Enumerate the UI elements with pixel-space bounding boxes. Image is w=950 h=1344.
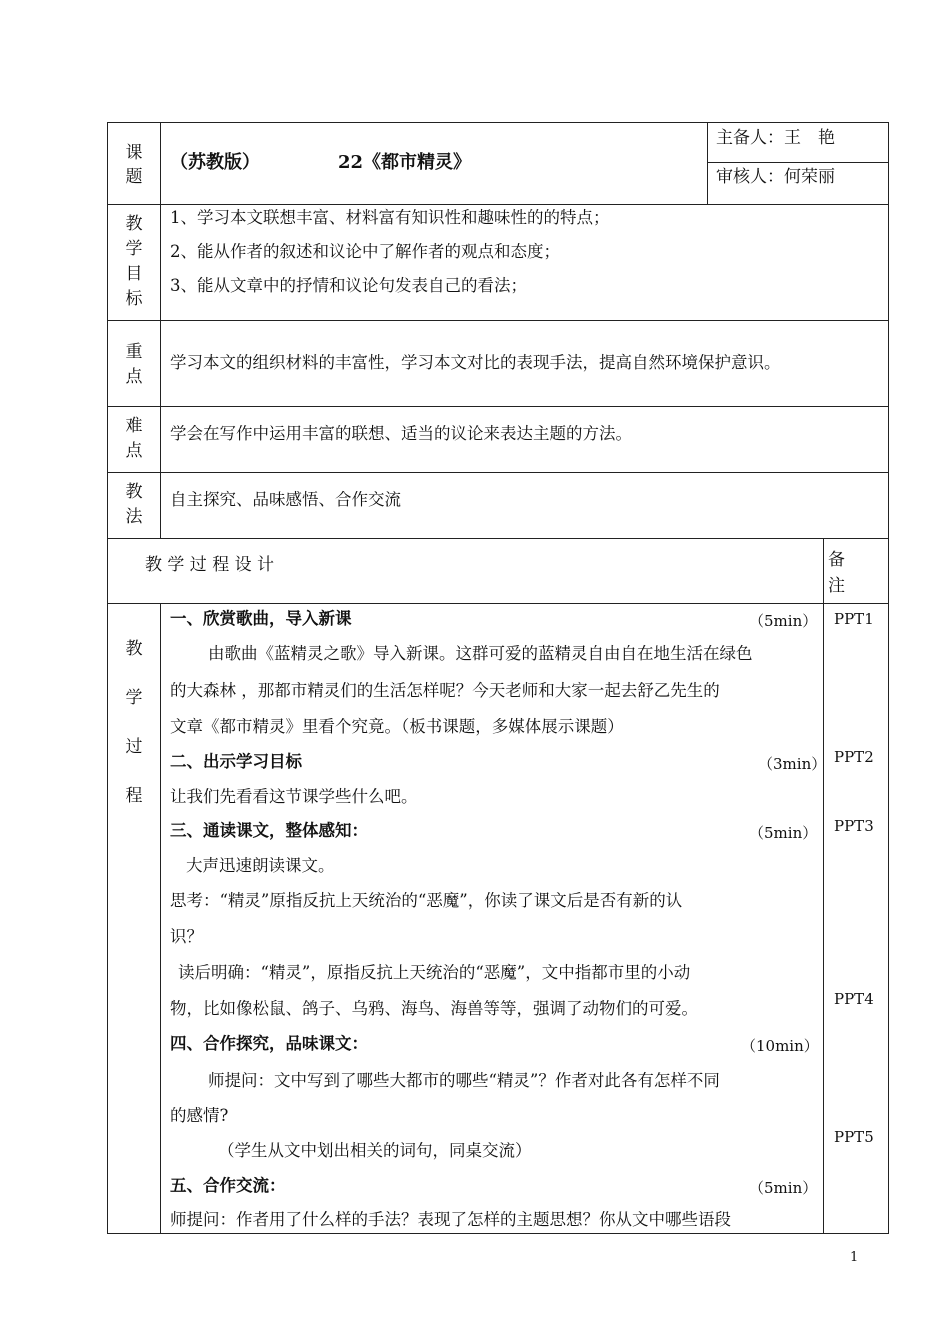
section-time: （3min） [758, 755, 827, 773]
difficulty-text: 学会在写作中运用丰富的联想、适当的议论来表达主题的方法。 [170, 424, 632, 443]
paragraph-line: 识？ [170, 927, 203, 946]
paragraph-line: 的大森林 ，那都市精灵们的生活怎样呢？今天老师和大家一起去舒乙先生的 [170, 681, 720, 700]
label-column-divider [160, 603, 161, 1234]
header-split [707, 162, 889, 163]
reviewer: 审核人：何荣丽 [716, 167, 835, 187]
section-time: （5min） [749, 1179, 818, 1197]
paragraph-line: 思考：“精灵”原指反抗上天统治的“恶魔”，你读了课文后是否有新的认 [170, 891, 683, 910]
paragraph-line: 大声迅速朗读课文。 [186, 856, 335, 875]
key-points-text: 学习本文的组织材料的丰富性，学习本文对比的表现手法，提高自然环境保护意识。 [170, 353, 781, 372]
section-time: （5min） [749, 612, 818, 630]
paragraph-line: 由歌曲《蓝精灵之歌》导入新课。这群可爱的蓝精灵自由自在地生活在绿色 [208, 644, 753, 663]
row-divider [107, 603, 889, 604]
row-divider [107, 538, 889, 539]
label-column-divider [160, 122, 161, 538]
note-ppt: PPT5 [834, 1128, 874, 1146]
row-divider [107, 204, 889, 205]
section-title: 三、通读课文，整体感知： [170, 821, 368, 840]
section-title: 四、合作探究，品味课文： [170, 1034, 368, 1053]
paragraph-line: 物，比如像松鼠、鸽子、乌鸦、海鸟、海兽等等，强调了动物们的可爱。 [170, 999, 698, 1018]
note-ppt: PPT3 [834, 817, 874, 835]
paragraph-line: 让我们先看看这节课学些什么吧。 [170, 787, 418, 806]
title-edition: （苏教版） [170, 152, 260, 173]
goal-item: 3、能从文章中的抒情和议论句发表自己的看法； [170, 276, 527, 295]
preparer: 主备人：王 艳 [716, 128, 835, 148]
row-divider [107, 472, 889, 473]
methods-label: 教 法 [125, 482, 143, 527]
paragraph-line: 师提问：文中写到了哪些大都市的哪些“精灵”？作者对此各有怎样不同 [208, 1071, 720, 1090]
notes-column-divider [823, 538, 824, 1234]
key-points-label: 重 点 [125, 342, 143, 387]
paragraph-line: （学生从文中划出相关的词句，同桌交流） [218, 1141, 532, 1160]
paragraph-line: 文章《都市精灵》里看个究竟。（板书课题，多媒体展示课题） [170, 717, 624, 736]
note-ppt: PPT4 [834, 990, 874, 1008]
section-title: 一、欣赏歌曲，导入新课 [170, 609, 352, 628]
topic-label: 课 题 [125, 143, 143, 187]
row-divider [107, 406, 889, 407]
note-ppt: PPT1 [834, 610, 874, 628]
paragraph-line: 师提问：作者用了什么样的手法？表现了怎样的主题思想？你从文中哪些语段 [170, 1210, 731, 1229]
header-column-divider [707, 122, 708, 204]
goal-item: 2、能从作者的叙述和议论中了解作者的观点和态度； [170, 242, 560, 261]
notes-column-label: 备 注 [828, 550, 845, 596]
row-divider [107, 320, 889, 321]
paragraph-line: 的感情? [170, 1106, 229, 1125]
lesson-title: 22《都市精灵》 [338, 152, 472, 173]
methods-text: 自主探究、品味感悟、合作交流 [170, 490, 401, 509]
note-ppt: PPT2 [834, 748, 874, 766]
process-design-title: 教 学 过 程 设 计 [145, 555, 275, 575]
difficulty-label: 难 点 [125, 416, 143, 461]
page-number: 1 [850, 1250, 859, 1265]
section-time: （5min） [749, 824, 818, 842]
section-time: （10min） [741, 1037, 819, 1055]
goal-item: 1、学习本文联想丰富、材料富有知识性和趣味性的的特点； [170, 208, 610, 227]
section-title: 五、合作交流： [170, 1176, 286, 1195]
paragraph-line: 读后明确：“精灵”，原指反抗上天统治的“恶魔”，文中指都市里的小动 [178, 963, 691, 982]
goals-label: 教 学 目 标 [125, 214, 143, 309]
process-label: 教 学 过 程 [125, 639, 143, 806]
section-title: 二、出示学习目标 [170, 752, 302, 771]
